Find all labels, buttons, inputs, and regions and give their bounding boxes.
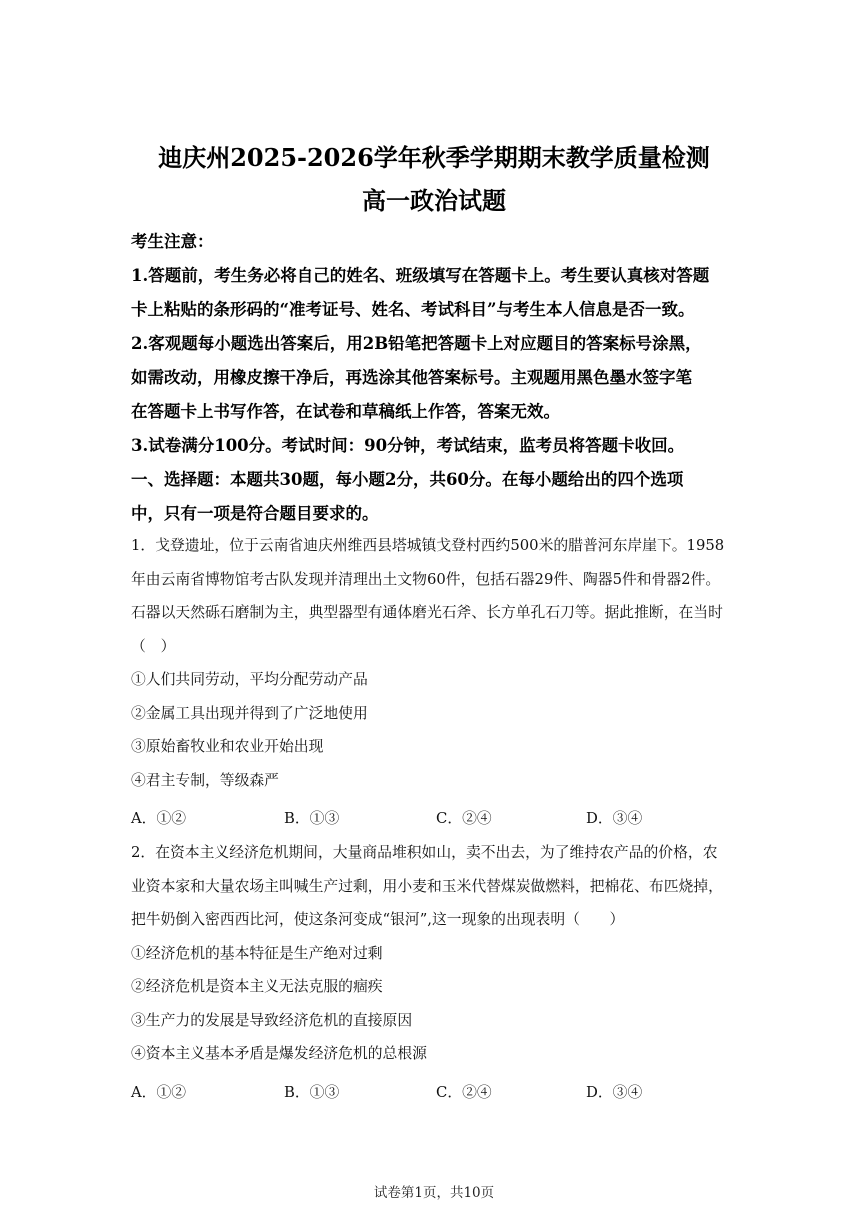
question-item: ③原始畜牧业和农业开始出现 xyxy=(131,738,324,755)
section-heading xyxy=(131,463,751,531)
notice-line: 2.客观题每小题选出答案后，用2B铅笔把答题卡上对应题目的答案标号涂黑， xyxy=(131,334,702,353)
question-item: ①人们共同劳动，平均分配劳动产品 xyxy=(131,671,368,688)
option-d[interactable]: D．③④ xyxy=(586,810,643,827)
option-b[interactable]: B．①③ xyxy=(284,1084,340,1101)
section-line: 一、选择题：本题共30题，每小题2分，共60分。在每小题给出的四个选项 xyxy=(131,470,684,489)
notice-line: 3.试卷满分100分。考试时间：90分钟，考试结束，监考员将答题卡收回。 xyxy=(131,436,685,455)
notice-line: 在答题卡上书写作答，在试卷和草稿纸上作答，答案无效。 xyxy=(131,402,560,421)
notice-line: 卡上粘贴的条形码的“准考证号、姓名、考试科目”与考生本人信息是否一致。 xyxy=(131,300,695,319)
page-footer: 试卷第1页，共10页 xyxy=(373,1185,495,1201)
question-stem-line: 业资本家和大量农场主叫喊生产过剩，用小麦和玉米代替煤炭做燃料，把棉花、布匹烧掉， xyxy=(131,877,723,895)
option-c[interactable]: C．②④ xyxy=(436,810,492,827)
question-stem-line: 石器以天然砾石磨制为主，典型器型有通体磨光石斧、长方单孔石刀等。据此推断，在当时 xyxy=(131,604,723,621)
option-a[interactable]: A．①② xyxy=(131,810,187,827)
question-stem-line: 1．戈登遗址，位于云南省迪庆州维西县塔城镇戈登村西约500米的腊普河东岸崖下。1958 xyxy=(131,537,725,554)
question-item: ②金属工具出现并得到了广泛地使用 xyxy=(131,704,368,722)
question-item: ④资本主义基本矛盾是爆发经济危机的总根源 xyxy=(131,1045,427,1062)
exam-title: 迪庆州2025-2026学年秋季学期期末教学质量检测 xyxy=(158,143,710,172)
question-1-options xyxy=(131,807,751,837)
question-stem-line: （ ） xyxy=(131,637,176,655)
question-stem-line: 把牛奶倒入密西西比河，使这条河变成“银河”,这一现象的出现表明（ ） xyxy=(131,911,625,928)
notice-line: 1.答题前，考生务必将自己的姓名、班级填写在答题卡上。考生要认真核对答题 xyxy=(131,266,710,285)
question-stem-line: 年由云南省博物馆考古队发现并清理出土文物60件，包括石器29件、陶器5件和骨器2件。 xyxy=(131,570,721,588)
question-item: ③生产力的发展是导致经济危机的直接原因 xyxy=(131,1011,413,1029)
option-c[interactable]: C．②④ xyxy=(436,1084,492,1101)
notice-heading: 考生注意： xyxy=(131,232,214,251)
question-item: ②经济危机是资本主义无法克服的痼疾 xyxy=(131,978,383,995)
question-item: ④君主专制，等级森严 xyxy=(131,771,279,789)
option-d[interactable]: D．③④ xyxy=(586,1084,643,1101)
notice-block xyxy=(131,225,751,463)
option-b[interactable]: B．①③ xyxy=(284,810,340,827)
question-item: ①经济危机的基本特征是生产绝对过剩 xyxy=(131,944,383,962)
question-2-options xyxy=(131,1081,751,1111)
option-a[interactable]: A．①② xyxy=(131,1084,187,1101)
notice-line: 如需改动，用橡皮擦干净后，再选涂其他答案标号。主观题用黑色墨水签字笔 xyxy=(131,368,692,387)
question-1 xyxy=(131,529,751,797)
section-line: 中，只有一项是符合题目要求的。 xyxy=(131,504,379,523)
exam-subtitle: 高一政治试题 xyxy=(362,186,506,215)
question-2 xyxy=(131,836,751,1071)
question-stem-line: 2．在资本主义经济危机期间，大量商品堆积如山，卖不出去，为了维持农产品的价格，农 xyxy=(131,844,718,861)
